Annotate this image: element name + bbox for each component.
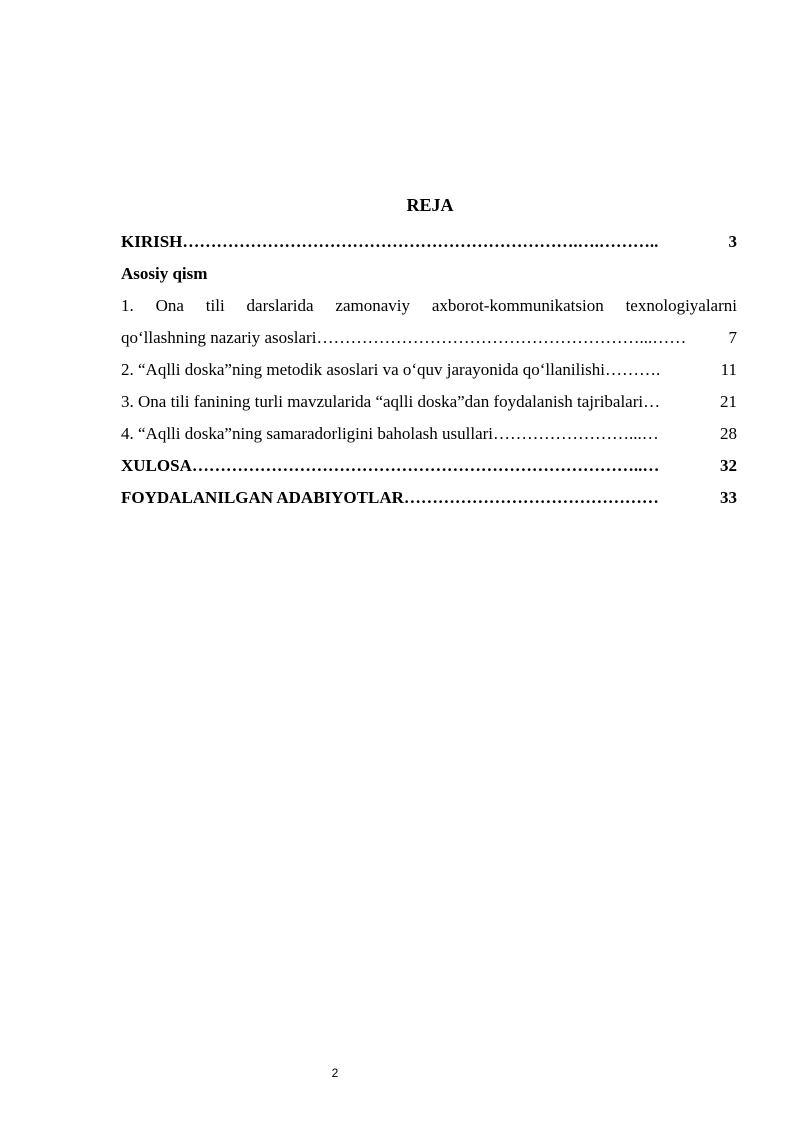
toc-entry-label: qo‘llashning nazariy asoslari bbox=[121, 328, 317, 347]
toc-page-number: 11 bbox=[720, 360, 737, 379]
toc-entry-label: 3. Ona tili fanining turli mavzularida “aqlli doska”dan foydalanish tajribalari bbox=[121, 392, 644, 411]
toc-dot-leader: … bbox=[643, 392, 661, 411]
toc-entry-1 bbox=[121, 322, 737, 354]
toc-entry-label: KIRISH bbox=[121, 232, 183, 251]
toc-entry-label: FOYDALANILGAN ADABIYOTLAR bbox=[121, 488, 404, 507]
page-number: 2 bbox=[331, 1066, 339, 1080]
toc-page-number: 21 bbox=[720, 392, 737, 411]
toc-page-number: 28 bbox=[720, 424, 737, 443]
toc-section-heading: Asosiy qism bbox=[121, 264, 208, 283]
toc-page-number: 7 bbox=[728, 328, 737, 347]
toc-dot-leader: …………………………………………………………….….……….. bbox=[182, 232, 659, 251]
toc-page-number: 3 bbox=[728, 232, 737, 251]
table-of-contents bbox=[121, 226, 737, 514]
toc-dot-leader: ………. bbox=[604, 360, 661, 379]
page-title: REJA bbox=[406, 195, 454, 215]
toc-entry-4 bbox=[121, 418, 737, 450]
toc-entry-label: 2. “Aqlli doska”ning metodik asoslari va o‘quv jarayonida qo‘llanilishi bbox=[121, 360, 605, 379]
toc-entry-3 bbox=[121, 386, 737, 418]
toc-entry-adabiyotlar bbox=[121, 482, 737, 514]
toc-entry-2 bbox=[121, 354, 737, 386]
toc-entry-label: 4. “Aqlli doska”ning samaradorligini baholash usullari bbox=[121, 424, 494, 443]
toc-dot-leader: ……………………………………… bbox=[403, 488, 659, 507]
toc-entry-xulosa bbox=[121, 450, 737, 482]
toc-dot-leader: …………………………………………………...…… bbox=[316, 328, 687, 347]
toc-page-number: 32 bbox=[720, 456, 737, 475]
toc-page-number: 33 bbox=[720, 488, 737, 507]
toc-entry-label: XULOSA bbox=[121, 456, 192, 475]
toc-dot-leader: ……………………...… bbox=[493, 424, 659, 443]
toc-entry-kirish bbox=[121, 226, 737, 258]
toc-dot-leader: ……………………………………………………………………..… bbox=[191, 456, 660, 475]
toc-entry-1-line-1: 1. Ona tili darslarida zamonaviy axborot-kommunikatsion texnologiyalarni bbox=[121, 296, 737, 315]
